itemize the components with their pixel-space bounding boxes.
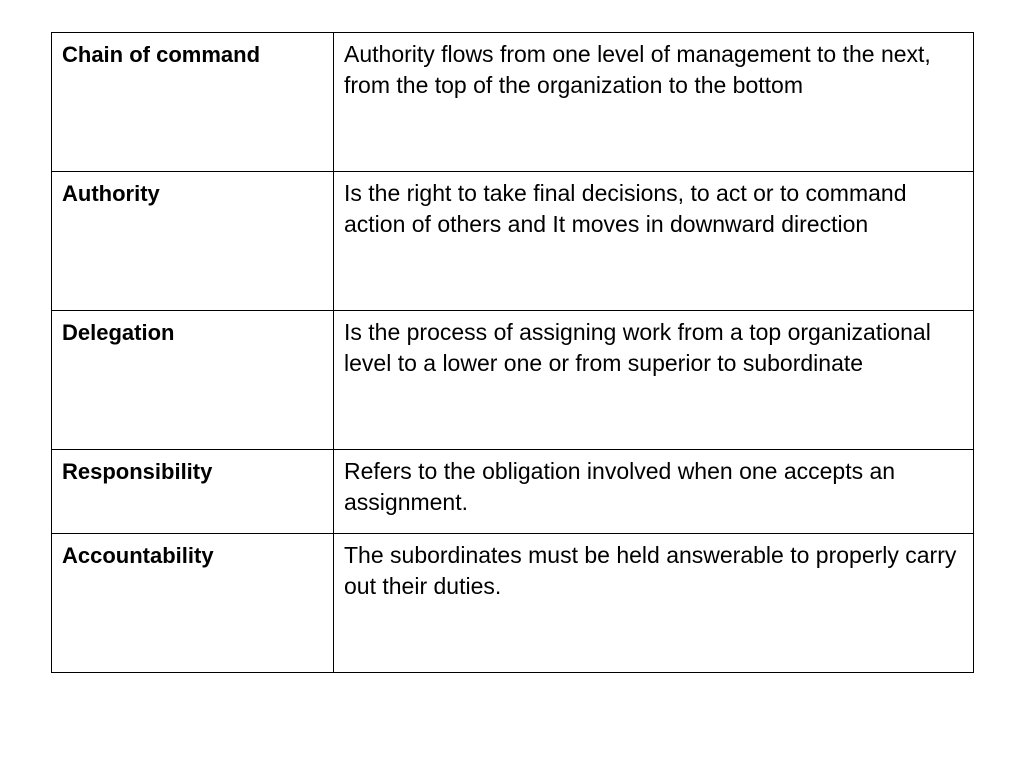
table-row [52, 534, 974, 673]
term-cell: Chain of command [52, 33, 334, 172]
term-cell: Authority [52, 172, 334, 311]
term-cell: Delegation [52, 311, 334, 450]
table-row [52, 172, 974, 311]
definition-cell: Is the process of assigning work from a top organizational level to a lower one or from superior to subordinate [334, 311, 974, 450]
definition-cell: Refers to the obligation involved when one accepts an assignment. [334, 450, 974, 534]
definition-cell: The subordinates must be held answerable to properly carry out their duties. [334, 534, 974, 673]
table-row [52, 311, 974, 450]
definition-cell: Is the right to take final decisions, to act or to command action of others and It moves in downward direction [334, 172, 974, 311]
term-cell: Accountability [52, 534, 334, 673]
definition-cell: Authority flows from one level of management to the next, from the top of the organization to the bottom [334, 33, 974, 172]
table-row [52, 450, 974, 534]
table-row [52, 33, 974, 172]
definitions-table [51, 32, 974, 673]
term-cell: Responsibility [52, 450, 334, 534]
